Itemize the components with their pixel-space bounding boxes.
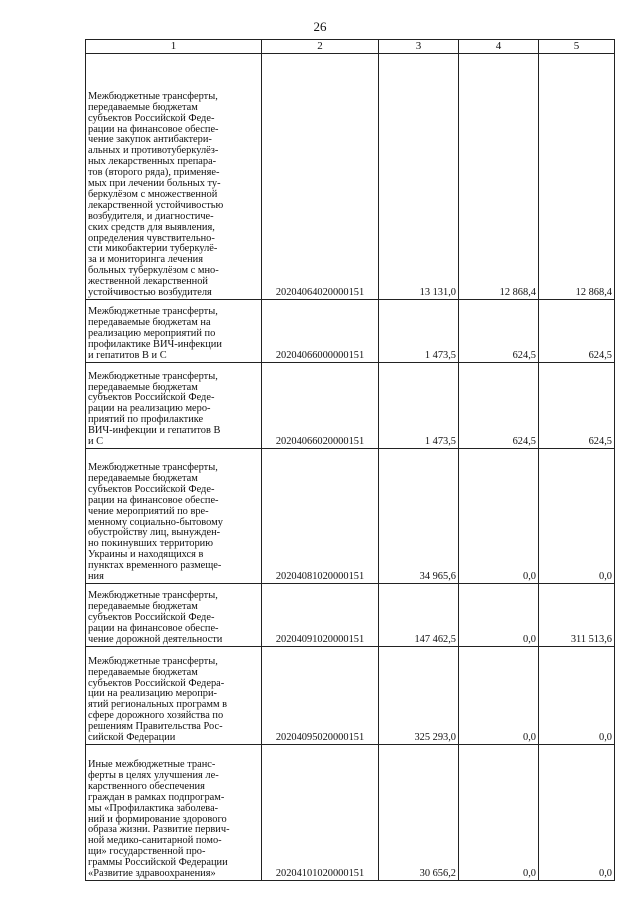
row-value-col5: 624,5	[539, 300, 615, 363]
row-code: 20204064020000151	[262, 54, 379, 300]
table-row	[86, 745, 615, 881]
row-value-col3: 325 293,0	[379, 647, 459, 745]
row-value-col3: 1 473,5	[379, 300, 459, 363]
column-header-4: 4	[459, 40, 539, 54]
table-row	[86, 363, 615, 449]
page-number: 26	[313, 19, 327, 34]
row-value-col5: 311 513,6	[539, 584, 615, 647]
row-code: 20204066000000151	[262, 300, 379, 363]
row-name: Межбюджетные трансферты, передаваемые бюджетам субъектов Российской Феде- рации на финансовое обеспе- чение дорожной деятельности	[86, 584, 262, 647]
row-value-col4: 12 868,4	[459, 54, 539, 300]
row-code: 20204066020000151	[262, 363, 379, 449]
column-header-5: 5	[539, 40, 615, 54]
row-value-col5: 12 868,4	[539, 54, 615, 300]
row-value-col4: 0,0	[459, 584, 539, 647]
budget-transfers-table	[85, 39, 615, 881]
row-value-col4: 624,5	[459, 363, 539, 449]
row-value-col5: 624,5	[539, 363, 615, 449]
row-value-col5: 0,0	[539, 745, 615, 881]
row-value-col3: 1 473,5	[379, 363, 459, 449]
row-value-col3: 13 131,0	[379, 54, 459, 300]
column-header-2: 2	[262, 40, 379, 54]
table-row	[86, 449, 615, 584]
table-row	[86, 300, 615, 363]
row-code: 20204081020000151	[262, 449, 379, 584]
table-row	[86, 54, 615, 300]
row-value-col4: 624,5	[459, 300, 539, 363]
row-value-col5: 0,0	[539, 647, 615, 745]
row-name: Межбюджетные трансферты, передаваемые бюджетам субъектов Российской Федера- ции на реализацию меропри- ятий региональных программ в сфере дорожного хозяйства по решениям Правительства Рос- сийской Федерации	[86, 647, 262, 745]
row-value-col3: 30 656,2	[379, 745, 459, 881]
row-value-col5: 0,0	[539, 449, 615, 584]
row-value-col4: 0,0	[459, 647, 539, 745]
row-value-col4: 0,0	[459, 745, 539, 881]
row-code: 20204101020000151	[262, 745, 379, 881]
row-code: 20204095020000151	[262, 647, 379, 745]
table-row	[86, 647, 615, 745]
row-code: 20204091020000151	[262, 584, 379, 647]
row-name: Межбюджетные трансферты, передаваемые бюджетам субъектов Российской Феде- рации на финансовое обеспе- чение закупок антибактери- альных и противотуберкулёз- ных лекарственных препара- тов (второго ряда), применяе- мых при лечении больных ту- беркулёзом с множественной лекарственной устойчивостью возбудителя, и диагностиче- ских средств для выявления, определения чувствительно- сти микобактерии туберкулё- за и мониторинга лечения больных туберкулёзом с мно- жественной лекарственной устойчивостью возбудителя	[86, 54, 262, 300]
row-name: Межбюджетные трансферты, передаваемые бюджетам субъектов Российской Феде- рации на реализацию меро- приятий по профилактике ВИЧ-инфекции и гепатитов В и С	[86, 363, 262, 449]
row-name: Иные межбюджетные транс- ферты в целях улучшения ле- карственного обеспечения граждан в рамках подпрограм- мы «Профилактика заболева- ний и формирование здорового образа жизни. Развитие первич- ной медико-санитарной помо- щи» государственной про- граммы Российской Федерации «Развитие здравоохранения»	[86, 745, 262, 881]
column-header-3: 3	[379, 40, 459, 54]
row-name: Межбюджетные трансферты, передаваемые бюджетам субъектов Российской Феде- рации на финансовое обеспе- чение мероприятий по вре- менному социально-бытовому обустройству лиц, вынужден- но покинувших территорию Украины и находящихся в пунктах временного размеще- ния	[86, 449, 262, 584]
row-name: Межбюджетные трансферты, передаваемые бюджетам на реализацию мероприятий по профилактике ВИЧ-инфекции и гепатитов В и С	[86, 300, 262, 363]
column-number-row	[86, 40, 615, 54]
table-row	[86, 584, 615, 647]
column-header-1: 1	[86, 40, 262, 54]
row-value-col3: 147 462,5	[379, 584, 459, 647]
row-value-col3: 34 965,6	[379, 449, 459, 584]
row-value-col4: 0,0	[459, 449, 539, 584]
